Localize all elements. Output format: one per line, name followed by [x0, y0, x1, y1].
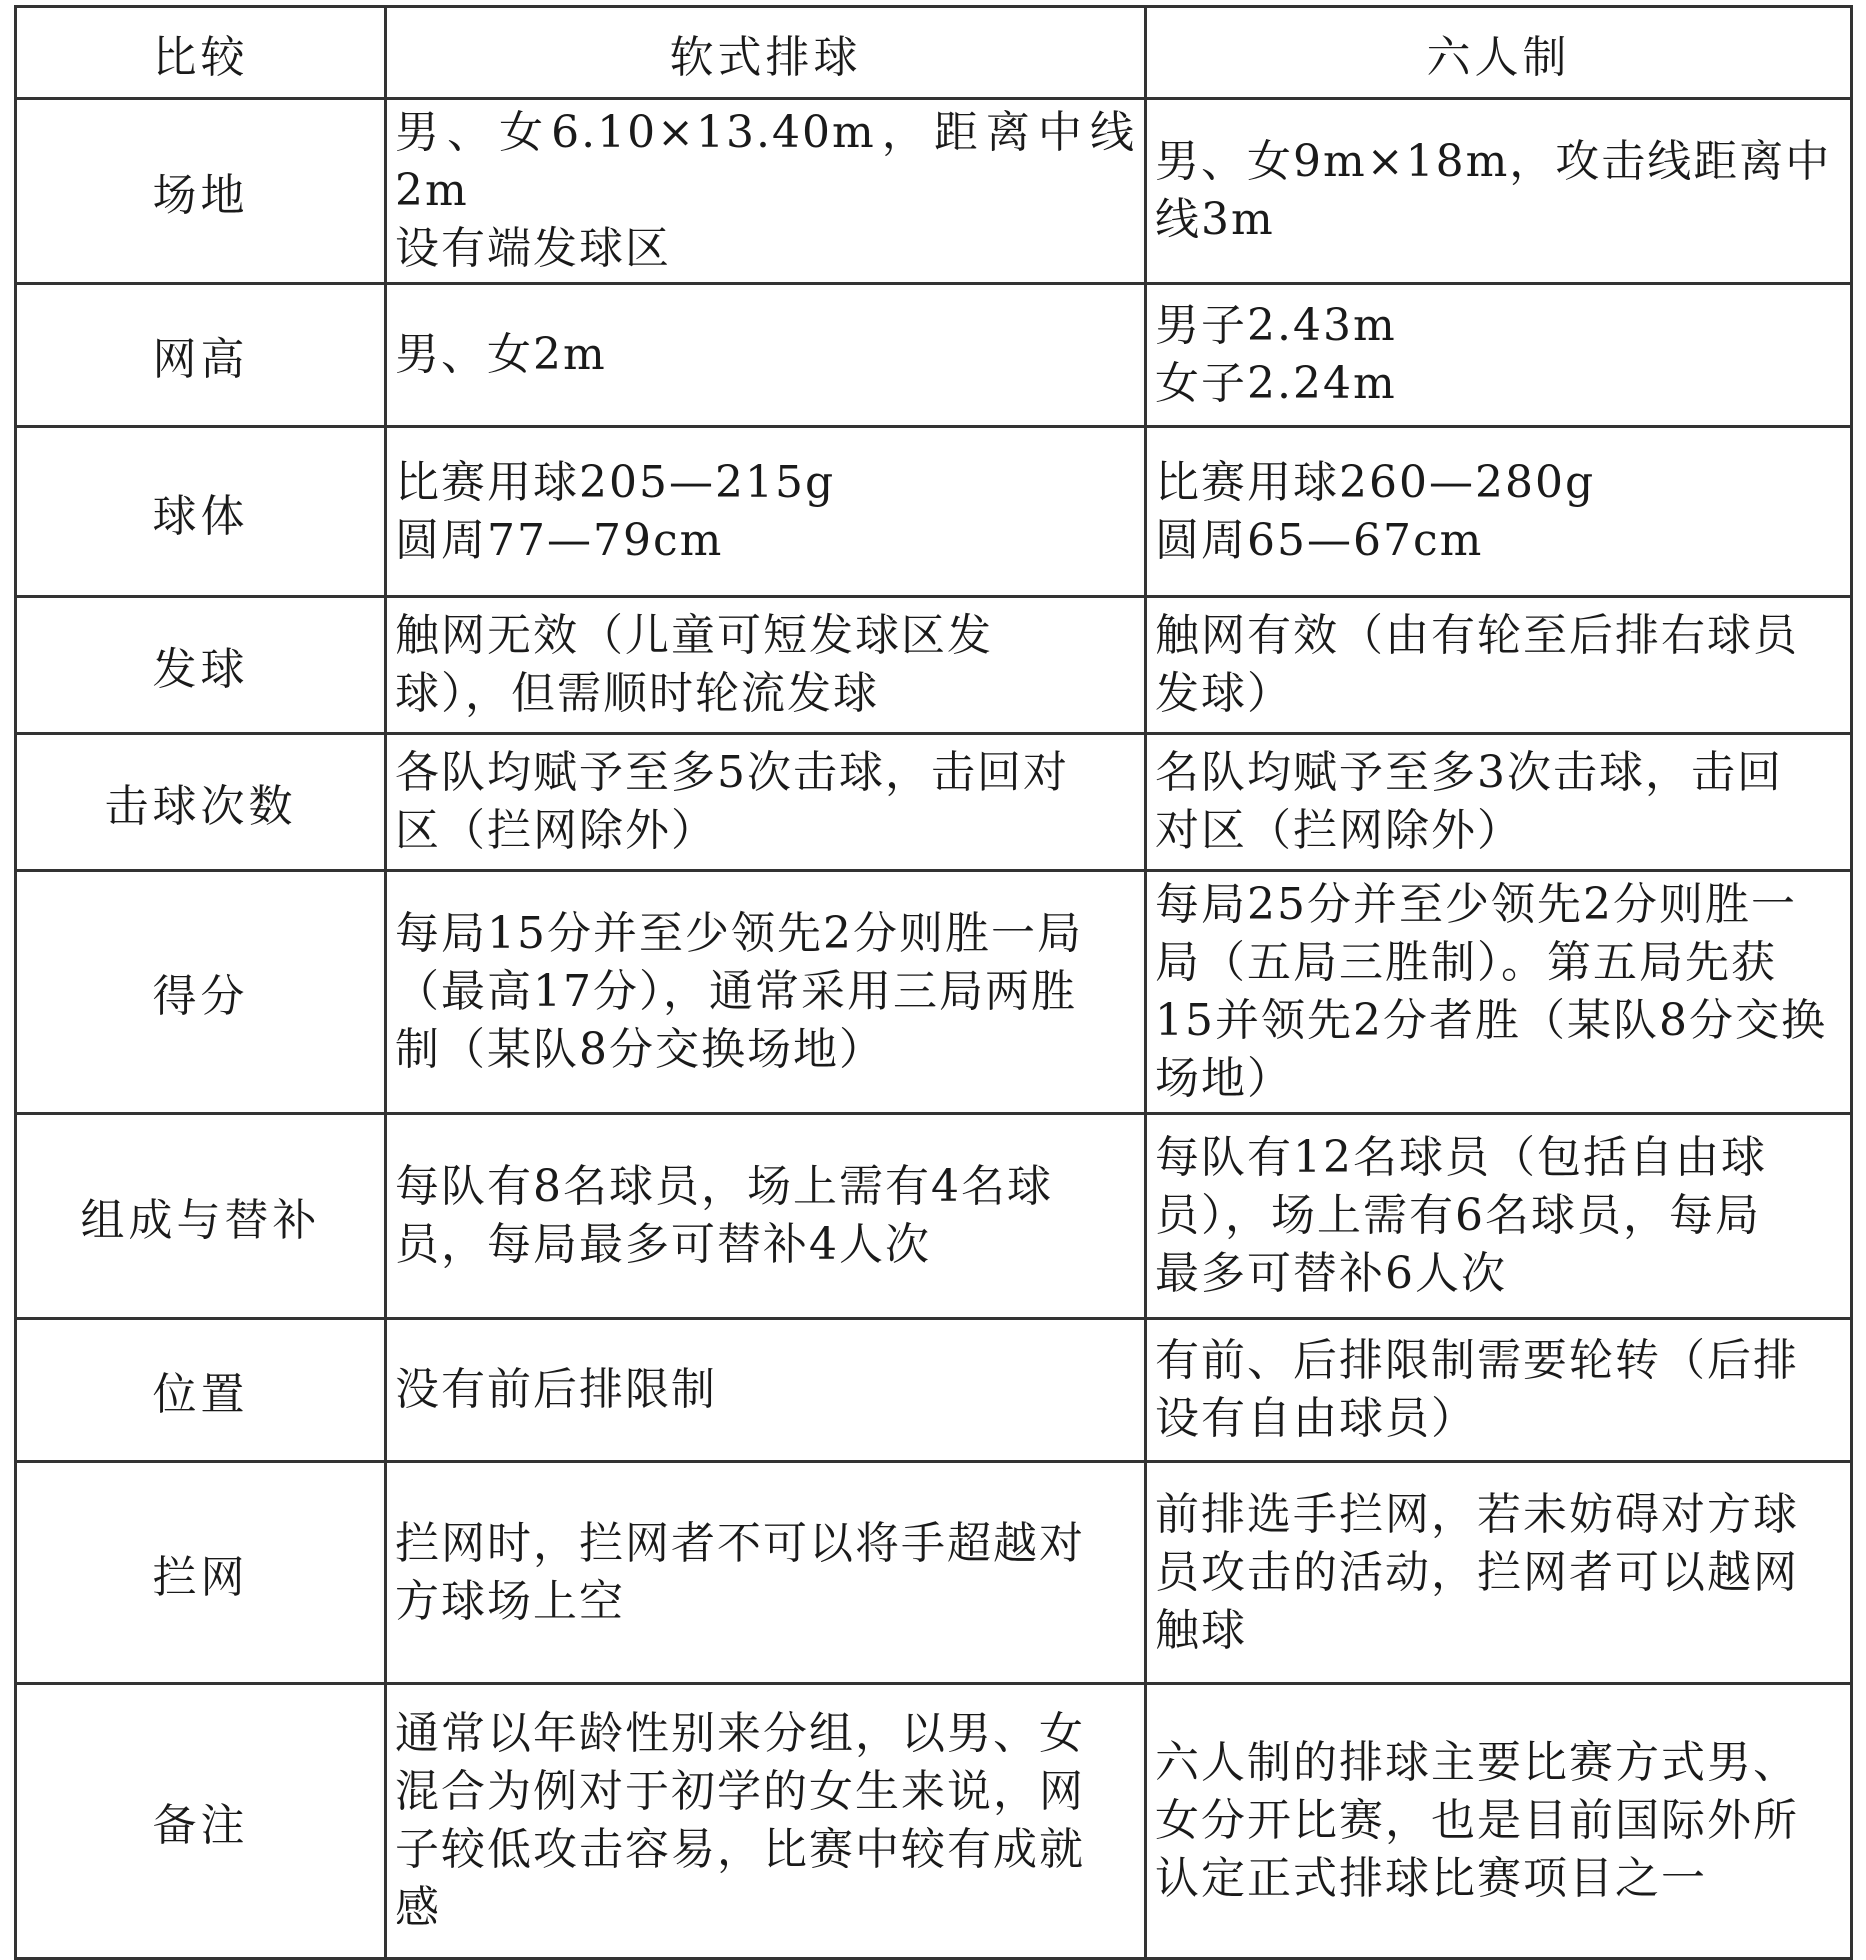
six-cell: 六人制的排球主要比赛方式男、 女分开比赛，也是目前国际外所 认定正式排球比赛项目之一	[1146, 1684, 1852, 1959]
row-label: 得分	[16, 871, 386, 1114]
header-six-player: 六人制	[1146, 7, 1852, 99]
six-cell: 男子2.43m 女子2.24m	[1146, 284, 1852, 427]
table-row	[16, 427, 1852, 597]
table-row	[16, 734, 1852, 871]
soft-cell: 没有前后排限制	[386, 1319, 1146, 1462]
row-label: 发球	[16, 597, 386, 734]
row-label: 位置	[16, 1319, 386, 1462]
soft-cell: 比赛用球205—215g 圆周77—79cm	[386, 427, 1146, 597]
table-row	[16, 1684, 1852, 1959]
soft-cell: 男、女2m	[386, 284, 1146, 427]
soft-cell: 各队均赋予至多5次击球，击回对 区（拦网除外）	[386, 734, 1146, 871]
six-cell: 比赛用球260—280g 圆周65—67cm	[1146, 427, 1852, 597]
six-cell: 每局25分并至少领先2分则胜一 局（五局三胜制）。第五局先获 15并领先2分者胜（某队8分交换 场地）	[1146, 871, 1852, 1114]
row-label: 场地	[16, 99, 386, 284]
header-compare: 比较	[16, 7, 386, 99]
table-row	[16, 284, 1852, 427]
row-label: 组成与替补	[16, 1114, 386, 1319]
row-label: 备注	[16, 1684, 386, 1959]
row-label: 击球次数	[16, 734, 386, 871]
table-row	[16, 597, 1852, 734]
six-cell: 每队有12名球员（包括自由球 员），场上需有6名球员，每局 最多可替补6人次	[1146, 1114, 1852, 1319]
six-cell: 前排选手拦网，若未妨碍对方球 员攻击的活动，拦网者可以越网 触球	[1146, 1462, 1852, 1684]
table-row	[16, 99, 1852, 284]
soft-cell: 触网无效（儿童可短发球区发 球），但需顺时轮流发球	[386, 597, 1146, 734]
soft-cell: 每局15分并至少领先2分则胜一局 （最高17分），通常采用三局两胜 制（某队8分交换场地）	[386, 871, 1146, 1114]
table-row	[16, 1462, 1852, 1684]
header-row	[16, 7, 1852, 99]
row-label: 球体	[16, 427, 386, 597]
six-cell: 男、女9m×18m，攻击线距离中 线3m	[1146, 99, 1852, 284]
six-cell: 有前、后排限制需要轮转（后排 设有自由球员）	[1146, 1319, 1852, 1462]
table-row	[16, 1114, 1852, 1319]
soft-cell: 男、女6.10×13.40m，距离中线2m 设有端发球区	[386, 99, 1146, 284]
table-row	[16, 1319, 1852, 1462]
row-label: 拦网	[16, 1462, 386, 1684]
soft-cell: 拦网时，拦网者不可以将手超越对 方球场上空	[386, 1462, 1146, 1684]
soft-cell: 每队有8名球员，场上需有4名球 员，每局最多可替补4人次	[386, 1114, 1146, 1319]
six-cell: 名队均赋予至多3次击球，击回 对区（拦网除外）	[1146, 734, 1852, 871]
comparison-table	[14, 5, 1853, 1960]
six-cell: 触网有效（由有轮至后排右球员 发球）	[1146, 597, 1852, 734]
table-row	[16, 871, 1852, 1114]
soft-cell: 通常以年龄性别来分组，以男、女 混合为例对于初学的女生来说，网 子较低攻击容易，比赛中较有成就 感	[386, 1684, 1146, 1959]
header-soft-volleyball: 软式排球	[386, 7, 1146, 99]
row-label: 网高	[16, 284, 386, 427]
